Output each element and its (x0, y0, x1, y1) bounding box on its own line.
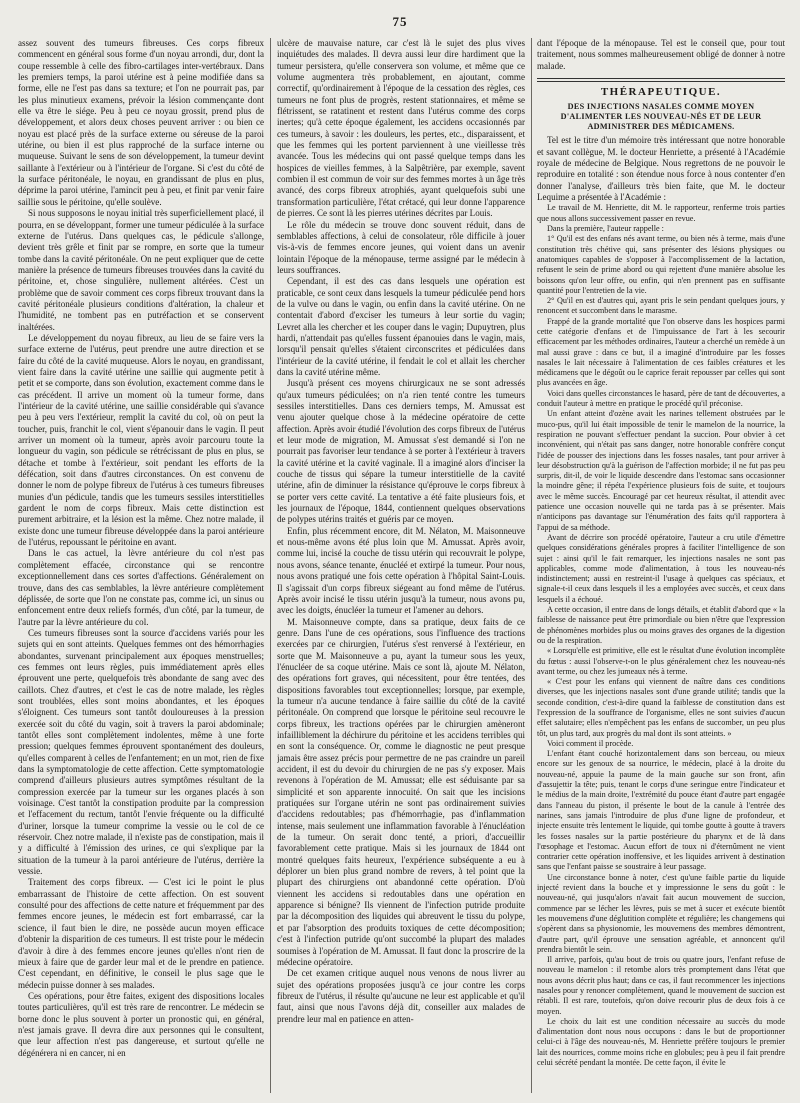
paragraph: Le travail de M. Henriette, dit M. le rapporteur, renferme trois parties que nous allons successivement passer en revue. (537, 203, 785, 223)
section-title: THÉRAPEUTIQUE. (600, 86, 722, 99)
paragraph: Jusqu'à présent ces moyens chirurgicaux ne se sont adressés qu'aux tumeurs pédiculées; on n'a rien tenté contre les tumeurs sessiles interstitielles. Dans ces derniers temps, M. Amussat est venu ajouter quelque chose à la médecine opératoire de cette affection. Après avoir étudié l'évolution des corps fibreux de l'utérus et leur mode de migration, M. Amussat s'est demandé si l'on ne pourrait pas favoriser leur tendance à se porter à l'extérieur à travers la cavité utérine et la cavité vaginale. Il a imaginé alors d'inciser la couche de tissus qui sépare la tumeur interstitielle de la cavité utérine, afin de diminuer la résistance qu'éprouve le corps fibreux à se porter vers cette cavité. La tentative a été faite plusieurs fois, et les journaux de l'époque, 1844, contiennent quelques observations de polypes utérins traités et guéris par ce moyen. (277, 378, 525, 525)
column-1 (18, 38, 264, 1093)
column-rule-right (531, 38, 532, 1093)
paragraph: Dans le cas actuel, la lèvre antérieure du col n'est pas complètement effacée, circonstance qui se rencontre exceptionnellement dans ces sortes d'affections. Généralement on trouve, dans des cas semblables, la lèvre antérieure complètement déplissée, de sorte que l'on ne constate pas, comme ici, un sinus ou enfoncement entre deux reliefs formés, d'un côté, par la tumeur, de l'autre par la lèvre antérieure du col. (18, 548, 264, 627)
paragraph: Un enfant atteint d'ozène avait les narines tellement obstruées par le muco-pus, qu'il lui était impossible de tenir le mamelon de la nourrice, la respiration ne pouvant s'effectuer pendant la succion. Pour obvier à cet inconvénient, qui n'était pas sans danger, notre honorable confrère conçut l'idée de pousser des injections dans les fosses nasales, tant pour arriver à leur désobstruction qu'à la guérison de l'affection morbide; il ne fut pas peu surpris, dit-il, de voir le liquide descendre dans l'estomac sans occasionner la moindre gêne; il répéta l'expérience plusieurs fois de suite, et toujours avec le même succès. Encouragé par cet heureux résultat, il attendit avec patience une occasion nouvelle qui ne tarda pas à se présenter. Mais n'anticipons pas davantage sur l'énumération des faits qu'il rapportera à l'appui de sa méthode. (537, 409, 785, 532)
paragraph: Frappé de la grande mortalité que l'on observe dans les hospices parmi cette catégorie d'enfans et de l'impuissance de l'art à les secourir efficacement par les méthodes ordinaires, l'auteur a cherché un remède à un mal aussi grave : dans ce but, il a imaginé d'introduire par les fosses nasales le lait nécessaire à l'alimentation de ces faibles créatures et les médicamens que le dégoût ou le caprice ferait repousser par celles qui sont plus avancées en âge. (537, 316, 785, 388)
paragraph: Le rôle du médecin se trouve donc souvent réduit, dans de semblables affections, à celui de consolateur, rôle difficile à jouer vis-à-vis de femmes encore jeunes, qui voient dans un avenir lointain l'époque de la ménopause, terme assigné par le médecin à leurs souffrances. (277, 219, 525, 275)
paragraph: Une circonstance bonne à noter, c'est qu'une faible partie du liquide injecté revient dans la bouche et y impressionne le sens du goût : le nouveau-né, qui jusqu'alors n'avait fait aucun mouvement de succion, commence par se lécher les lèvres, puis se met à sucer et exécute bientôt les mouvemens d'une déglutition complète et régulière; les changemens qui s'opèrent dans sa physionomie, les mouvemens des membres démontrent, d'autre part, qu'il éprouve une sensation agréable, et annoncent qu'il prendra bientôt le sein. (537, 872, 785, 954)
paragraph: Ces tumeurs fibreuses sont la source d'accidens variés pour les sujets qui en sont atteints. Quelques femmes ont des hémorrhagies abondantes, survenant principalement aux époques menstruelles; ces femmes ont leurs règles, puis immédiatement après elles éprouvent une perte, quelquefois très abondante de sang avec des caillots. Chez d'autres, et c'est le cas de notre malade, les règles sont troublées, elles sont moins abondantes, et les époques s'éloignent. Ces tumeurs sont tantôt douloureuses à la pression exercée soit du côté du vagin, soit à travers la paroi abdominale; tantôt elles sont complètement indolentes, même à une forte pression; quelques femmes éprouvent spontanément des douleurs, qu'elles comparent à celles de l'enfantement; en un mot, rien de fixe dans la symptomatologie de cette affection. Cette symptomatologie comprend d'ailleurs plusieurs autres symptômes résultant de la compression exercée par la tumeur sur les organes placés à son voisinage. C'est tantôt la constipation produite par la compression et l'effacement du rectum, tantôt l'envie fréquente ou la difficulté d'uriner, lorsque la tumeur comprime la vessie ou le col de ce réservoir. Chez notre malade, il n'existe pas de constipation, mais il y a difficulté à l'émission des urines, ce qui s'explique par la situation de la tumeur à la paroi antérieure de l'utérus, derrière la vessie. (18, 627, 264, 877)
paragraph: Traitement des corps fibreux. — C'est ici le point le plus embarrassant de l'histoire de cette affection. On est souvent consulté pour des affections de cette nature et fréquemment par des femmes encore jeunes, le médecin est fort embarrassé, car la science, il faut bien le dire, ne possède aucun moyen efficace d'obtenir la disparition de ces tumeurs. Il est triste pour le médecin d'avoir à dire à des femmes encore jeunes qu'elles n'ont rien de mieux à faire que de garder leur mal et de le prendre en patience. C'est cependant, en définitive, le conseil le plus sage que le médecin puisse donner à ses malades. (18, 877, 264, 990)
page-number: 75 (392, 14, 408, 29)
column-3 (537, 38, 785, 1093)
column-rule-left (270, 38, 271, 1093)
paragraph: Dans la première, l'auteur rappelle : (547, 224, 664, 234)
paragraph: « C'est pour les enfans qui viennent de naître dans ces conditions diverses, que les injections nasales sont d'une grande utilité; tandis que la seconde condition, c'est-à-dire quand la faiblesse de constitution dans est l'expression de la souffrance de l'organisme, elles ne sont suivies d'aucun effet salutaire; elles n'empêchent pas les enfans de succomber, un peu plus tôt, un plus tard, aux progrès du mal dont ils sont atteints. » (537, 677, 785, 738)
section-divider (537, 78, 785, 82)
report-block (537, 203, 785, 1068)
paragraph: M. Maisonneuve compte, dans sa pratique, deux faits de ce genre. Dans l'une de ces opérations, sous l'influence des tractions exercées par ce chirurgien, l'utérus s'est renversé à l'extérieur, en sorte que M. Maisonneuve a pu, ayant la tumeur sous les yeux, l'énucléer de sa coque utérine. Mais ce sont là, ajoute M. Nélaton, des opérations fort graves, qui nécessitent, pour être tentées, des dispositions favorables tout exceptionnelles; lorsque, par exemple, la tumeur n'a aucune tendance à faire saillie du côté de la cavité péritonéale. On comprend que lorsque le péritoine seul recouvre le corps fibreux, les tractions opérées par le chirurgien amèneront infailliblement la déchirure du péritoine et les accidens terribles qui en sont la conséquence. Or, comme le diagnostic ne peut presque jamais être assez précis pour permettre de ne pas craindre un pareil accident, il est du devoir du chirurgien de ne pas s'y exposer. Mais revenons à l'opération de M. Amussat; elle est séduisante par sa simplicité et son apparente innocuité. On sait que les incisions pratiquées sur l'organe utérin ne sont pas ordinairement suivies d'accidens redoutables; pas d'hémorrhagie, pas d'inflammation intense, mais seulement une inflammation favorable à l'énucléation de la tumeur. On serait donc tenté, a priori, d'accueillir favorablement cette pratique. Mais si les journaux de 1844 ont montré quelques faits heureux, l'expérience subséquente a eu à déplorer un bien plus grand nombre de revers, à tel point que la plupart des chirurgiens ont abandonné cette opération. D'où viennent les accidens si redoutables dans une opération en apparence si bénigne? Ils viennent de l'infection putride produite par la décomposition des liquides qui abreuvent le tissu du polype, et par l'absorption des produits toxiques de cette décomposition; c'est à l'infection putride qu'ont succombé la plupart des malades soumises à l'opération de M. Amussat. Il faut donc la proscrire de la médecine opératoire. (277, 616, 525, 967)
paragraph: Ces opérations, pour être faites, exigent des dispositions locales toutes particulières, qu'il est très rare de rencontrer. Le médecin se borne donc le plus souvent à porter un pronostic qui, en général, n'est jamais grave. Il devra dire aux personnes qui le consultent, que leur affection n'est pas dangereuse, et surtout qu'elle ne dégénérera ni en cancer, ni en (18, 990, 264, 1058)
paragraph: assez souvent des tumeurs fibreuses. Ces corps fibreux commencent en général sous forme d'un noyau arrondi, dur, dont la coupe ressemble à celle des fibro-cartilages inter-vertébraux. Dans les premiers temps, la paroi utérine est à peine modifiée dans sa forme, elle ne l'est pas dans sa texture; et l'on ne pourrait pas, par les plus minutieux examens, prévoir la lésion commençante dont elle va être le siége. Peu à peu ce noyau grossit, prend plus de développement, et alors deux choses peuvent arriver : ou bien ce noyau est placé près de la surface externe ou séreuse de la paroi utérine, ou bien il est plus rapproché de la surface interne ou muqueuse. Suivant le sens de son développement, la tumeur devint saillante à l'extérieur ou à l'intérieur de l'organe. Si c'est du côté de la surface péritonéale, le noyau, en grandissant de plus en plus, déprime la paroi utérine, l'amincit peu à peu, et finit par venir faire saillie sous le péritoine, qu'elle soulève. (18, 38, 264, 207)
paragraph: Tel est le titre d'un mémoire très intéressant que notre honorable et savant collègue, M. le docteur Henriette, a présenté à l'Académie royale de médecine de Belgique. Nous regrettons de ne pouvoir le reproduire en totalité : son étendue nous force à nous contenter d'en donner l'analyse, d'ailleurs très bien faite, que M. le docteur Lequime a présentée à l'Académie : (537, 135, 785, 203)
paragraph: Le choix du lait est une condition nécessaire au succès du mode d'alimentation dont nous nous occupons : dans le but de proportionner celui-ci à l'âge des nouveau-nés, M. Henriette préfère toujours le premier lait des nourrices, comme moins riche en globules; peu à peu il fait prendre celui sécrété pendant la montée. De cette façon, il évite le (537, 1016, 785, 1068)
column-2 (277, 38, 525, 1093)
paragraph: Si nous supposons le noyau initial très superficiellement placé, il pourra, en se développant, former une tumeur pédiculée à la surface externe de l'utérus. Dans quelques cas, le pédicule s'allonge, devient très grêle et finit par se rompre, en sorte que la tumeur tombe dans la cavité péritonéale. On ne peut expliquer que de cette manière la présence de tumeurs fibreuses trouvées dans la cavité du péritoine, et, chose singulière, nullement altérées. C'est un problème que de savoir comment ces corps fibreux trouvant dans la cavité péritonéale plusieurs conditions d'altération, la chaleur et l'humidité, ne tombent pas en putréfaction et se conservent inaltérées. (18, 208, 264, 332)
paragraph: De cet examen critique auquel nous venons de nous livrer au sujet des opérations proposées jusqu'à ce jour contre les corps fibreux de l'utérus, il résulte qu'aucune ne leur est applicable et qu'il faut, ainsi que nous l'avons déjà dit, conseiller aux malades de prendre leur mal en patience en atten- (277, 968, 525, 1024)
paragraph: 1° Qu'il est des enfans nés avant terme, ou bien nés à terme, mais d'une constitution très chétive qui, sans présenter des lésions physiques ou anatomiques capables de s'opposer à l'accomplissement de la lactation, refusent le sein de prime abord ou qui rejettent d'une manière absolue les boissons qu'on leur offre, ou enfin, qui n'en prennent pas en suffisante quantité pour l'entretien de la vie. (537, 234, 785, 295)
paragraph: L'enfant étant couché horizontalement dans son berceau, ou mieux encore sur les genoux de sa nourrice, le médecin, placé à la droite du nouveau-né, appuie la paume de la main gauche sur son front, afin d'assujettir la tête; puis, tenant le corps d'une seringue entre l'indicateur et le médius de la main droite, l'extrémité du pouce étant d'autre part engagée dans l'anneau du piston, il présente le bout de la canule à l'entrée des narines, sans jamais l'introduire de plus d'une ligne de profondeur, et injecte ensuite très lentement le liquide, qui tombe goutte à goutte à travers les fosses nasales sur la partie postérieure du pharynx et de là dans l'œsophage et l'estomac. Aucun effort de toux ni d'éternûment ne vient contrarier cette opération inoffensive, et les liquides arrivent à destination sans que l'enfant paisse se soustraire à leur passage. (537, 749, 785, 872)
article-subtitle: DES INJECTIONS NASALES COMME MOYEN D'ALIMENTER LES NOUVEAU-NÉS ET DE LEUR ADMINISTRER DES MÉDICAMENS. (560, 102, 762, 132)
paragraph: ulcère de mauvaise nature, car c'est là le sujet des plus vives inquiétudes des malades. Il devra aussi leur dire hardiment que la tumeur persistera, qu'elle conservera son volume, et même que ce volume augmentera très probablement, en ajoutant, comme correctif, qu'ordinairement à l'époque de la cessation des règles, ces tumeurs ne font plus de progrès, restent stationnaires, et même se flétrissent, se ratatinent et restent dans l'utérus comme des corps inertes; qu'à cette époque également, les accidens occasionnés par ces tumeurs, à savoir : les douleurs, les pertes, etc., disparaissent, et que les femmes qui les portent parviennent à une vieillesse très avancée. Tous les médecins qui ont passé quelque temps dans les hospices de vieilles femmes, à la Salpêtrière, par exemple, savent combien il est commun de voir sur des femmes mortes à un âge très avancé, des corps fibreux atrophiés, ayant quelquefois subi une transformation particulière, l'état crétacé, qui leur donne l'apparence de pierres. Ce sont là les pierres utérines décrites par Louis. (277, 38, 525, 219)
paragraph: Il arrive, parfois, qu'au bout de trois ou quatre jours, l'enfant refuse de nouveau le mamelon : il retombe alors très promptement dans l'état que nous avons décrit plus haut; dans ce cas, il faut recommencer les injections nasales pour y renoncer complètement, quand le mouvement de succion est rétabli. Il est rare, toutefois, qu'on doive recourir plus de deux fois à ce moyen. (537, 955, 785, 1016)
paragraph: Cependant, il est des cas dans lesquels une opération est praticable, ce sont ceux dans lesquels la tumeur pédiculée pend hors de la vulve ou dans le vagin, ou enfin dans la cavité utérine. On ne contentait d'abord d'exciser les tumeurs à leur sortie du vagin; Levret alla les chercher et les couper dans le vagin; Dupuytren, plus hardi, n'attendait pas qu'elles fussent épanouies dans le vagin, mais, lorsqu'il pensait qu'elles s'étaient circonscrites et pédiculées dans l'intérieur de la cavité utérine, il fendait le col et allait les chercher dans la cavité utérine même. (277, 276, 525, 377)
paragraph: Voici dans quelles circonstances le hasard, père de tant de découvertes, a conduit l'auteur à mettre en pratique le procédé qu'il préconise. (537, 388, 785, 409)
paragraph: dant l'époque de la ménopause. Tel est le conseil que, pour tout traitement, nous sommes malheureusement obligé de donner à notre malade. (537, 38, 785, 71)
paragraph: « Lorsqu'elle est primitive, elle est le résultat d'une évolution incomplète du fœtus : aussi l'observe-t-on le plus généralement chez les nouveau-nés avant terme, ou chez les jumeaux nés à terme. (537, 646, 785, 676)
paragraph: A cette occasion, il entre dans de longs détails, et établit d'abord que « la faiblesse de naissance peut être primordiale ou bien n'être que l'expression de phénomènes morbides plus ou moins graves des organes de la digestion ou de la respiration. (537, 605, 785, 645)
paragraph: Enfin, plus récemment encore, dit M. Nélaton, M. Maisonneuve et nous-même avons été plus loin que M. Amussat. Après avoir, comme lui, incisé la couche de tissu utérin qui recouvrait le polype, nous avons, séance tenante, énucléé et extirpé la tumeur. Pour nous, nous avons pratiqué une fois cette opération à l'hôpital Saint-Louis. Il s'agissait d'un corps fibreux siégeant au fond même de l'utérus. Après avoir incisé le tissu utérin jusqu'à la tumeur, nous avons pu, avec les doigts, énucléer la tumeur et l'amener au dehors. (277, 525, 525, 616)
paragraph: Le développement du noyau fibreux, au lieu de se faire vers la surface externe de l'utérus, peut prendre une autre direction et se faire du côté de la cavité muqueuse. Alors le noyau, en grandissant, vient faire dans la cavité utérine une saillie qui augmente petit à petit et se comporte, dans son évolution, exactement comme dans le cas précédent. Il arrive un moment où la tumeur forme, dans l'intérieur de la cavité utérine, une saillie considérable qui s'avance peu à peu vers l'extérieur, remplit la cavité du col, où on peut la toucher, puis, franchit le col, vient s'épanouir dans le vagin. Il peut arriver un moment où la tumeur, après avoir parcouru toute la longueur du vagin, son pédicule se rétrécissant de plus en plus, se détache et tombe à l'extérieur, soit pendant les efforts de la défécation, soit dans d'autres circonstances. On est convenu de donner le nom de polype fibreux de l'utérus à ces tumeurs fibreuses munies d'un pédicule, tandis que les tumeurs sessiles interstitielles gardent le nom de corps fibreux. Mais cette distinction est purement arbitraire, et la lésion est la même. Chez notre malade, il existe donc une tumeur fibreuse développée dans la paroi antérieure de l'utérus, repoussant le péritoine en avant. (18, 332, 264, 548)
paragraph: Voici comment il procède. (547, 738, 634, 748)
paragraph: Avant de décrire son procédé opératoire, l'auteur a cru utile d'émettre quelques considérations générales propres à faciliter l'intelligence de son sujet : ainsi qu'il le fait remarquer, les injections nasales ne sont pas applicables, comme mode d'alimentation, à tous les nouveau-nés indistinctement; aussi en restreint-il l'usage à quelques cas spéciaux, et signale-t-il ceux dans lesquels il les a employées avec succès, et ceux dans lesquels il a échoué. (537, 532, 785, 604)
paragraph: 2° Qu'il en est d'autres qui, ayant pris le sein pendant quelques jours, y renoncent et succombent dans le marasme. (537, 296, 785, 316)
